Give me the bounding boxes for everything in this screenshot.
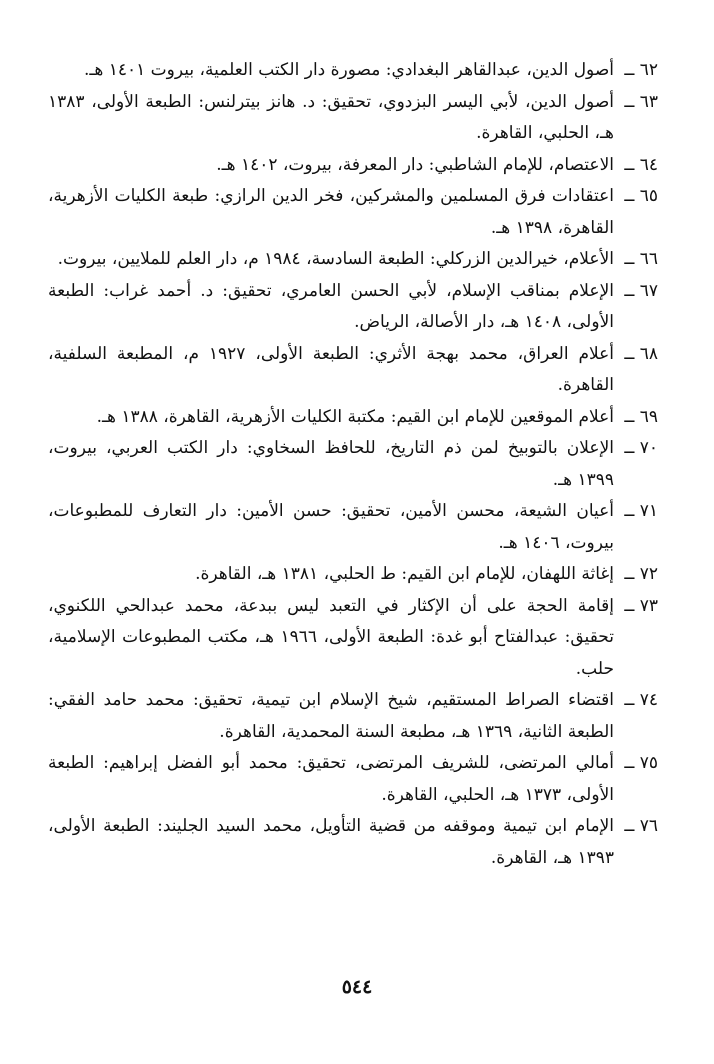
bibliography-entry <box>48 811 658 874</box>
entry-number: ٧٤ ــ <box>624 690 658 710</box>
entry-number: ٦٣ ــ <box>624 91 658 112</box>
bibliography-entry <box>48 433 658 496</box>
entry-text: أصول الدين، عبدالقاهر البغدادي: مصورة دار الكتب العلمية، بيروت ١٤٠١ هـ. <box>83 60 614 80</box>
bibliography-entry <box>48 496 658 559</box>
entry-text: الإمام ابن تيمية وموقفه من قضية التأويل، محمد السيد الجليند: الطبعة الأولى، ١٣٩٣ هـ، القاهرة. <box>48 816 614 868</box>
bibliography-entry <box>48 87 658 150</box>
entry-number: ٧٥ ــ <box>624 753 658 773</box>
bibliography-list <box>48 55 658 874</box>
bibliography-entry <box>48 244 658 276</box>
entry-text: أعلام الموقعين للإمام ابن القيم: مكتبة الكليات الأزهرية، القاهرة، ١٣٨٨ هـ. <box>96 406 614 427</box>
bibliography-entry <box>48 748 658 811</box>
bibliography-entry <box>48 150 658 182</box>
bibliography-entry <box>48 402 658 434</box>
entry-number: ٧٣ ــ <box>624 595 658 616</box>
entry-number: ٦٤ ــ <box>624 154 658 175</box>
entry-number: ٧١ ــ <box>624 501 658 521</box>
entry-number: ٦٦ ــ <box>624 249 658 269</box>
bibliography-entry <box>48 685 658 748</box>
entry-number: ٦٨ ــ <box>624 343 658 364</box>
page-number: ٥٤٤ <box>341 976 373 998</box>
entry-text: اقتضاء الصراط المستقيم، شيخ الإسلام ابن تيمية، تحقيق: محمد حامد الفقي: الطبعة الثانية، ١٣٦٩ هـ، مطبعة السنة المحمدية، القاهرة. <box>48 690 614 742</box>
entry-text: الاعتصام، للإمام الشاطبي: دار المعرفة، بيروت، ١٤٠٢ هـ. <box>216 154 614 175</box>
bibliography-entry <box>48 181 658 244</box>
entry-text: الإعلان بالتوبيخ لمن ذم التاريخ، للحافظ السخاوي: دار الكتب العربي، بيروت، ١٣٩٩ هـ. <box>48 438 614 490</box>
bibliography-entry <box>48 559 658 591</box>
entry-text: أصول الدين، لأبي اليسر البزدوي، تحقيق: د. هانز بيترلنس: الطبعة الأولى، ١٣٨٣ هـ، الحلبي، القاهرة. <box>48 91 614 143</box>
bibliography-entry <box>48 55 658 87</box>
entry-number: ٧٦ ــ <box>624 816 658 836</box>
entry-number: ٦٩ ــ <box>624 406 658 427</box>
bibliography-entry <box>48 339 658 402</box>
entry-number: ٦٥ ــ <box>624 186 658 206</box>
entry-text: أعيان الشيعة، محسن الأمين، تحقيق: حسن الأمين: دار التعارف للمطبوعات، بيروت، ١٤٠٦ هـ. <box>48 501 614 553</box>
entry-text: إغاثة اللهفان، للإمام ابن القيم: ط الحلبي، ١٣٨١ هـ، القاهرة. <box>195 564 614 584</box>
entry-number: ٧٢ ــ <box>624 564 658 584</box>
entry-text: الأعلام، خيرالدين الزركلي: الطبعة السادسة، ١٩٨٤ م، دار العلم للملايين، بيروت. <box>57 249 614 269</box>
entry-text: اعتقادات فرق المسلمين والمشركين، فخر الدين الرازي: طبعة الكليات الأزهرية، القاهرة، ١٣٩٨ هـ. <box>48 186 614 238</box>
entry-text: أمالي المرتضى، للشريف المرتضى، تحقيق: محمد أبو الفضل إبراهيم: الطبعة الأولى، ١٣٧٣ هـ، الحلبي، القاهرة. <box>48 753 614 805</box>
bibliography-entry <box>48 276 658 339</box>
entry-number: ٦٢ ــ <box>624 60 658 80</box>
entry-text: أعلام العراق، محمد بهجة الأثري: الطبعة الأولى، ١٩٢٧ م، المطبعة السلفية، القاهرة. <box>48 343 614 395</box>
entry-text: الإعلام بمناقب الإسلام، لأبي الحسن العامري، تحقيق: د. أحمد غراب: الطبعة الأولى، ١٤٠٨ هـ، دار الأصالة، الرياض. <box>48 280 614 332</box>
bibliography-entry <box>48 591 658 686</box>
entry-number: ٦٧ ــ <box>624 280 658 301</box>
entry-number: ٧٠ ــ <box>624 438 658 458</box>
entry-text: إقامة الحجة على أن الإكثار في التعبد ليس ببدعة، محمد عبدالحي اللكنوي، تحقيق: عبدالفتاح أبو غدة: الطبعة الأولى، ١٩٦٦ هـ، مكتب المطبوعات الإسلامية، حلب. <box>48 595 614 679</box>
